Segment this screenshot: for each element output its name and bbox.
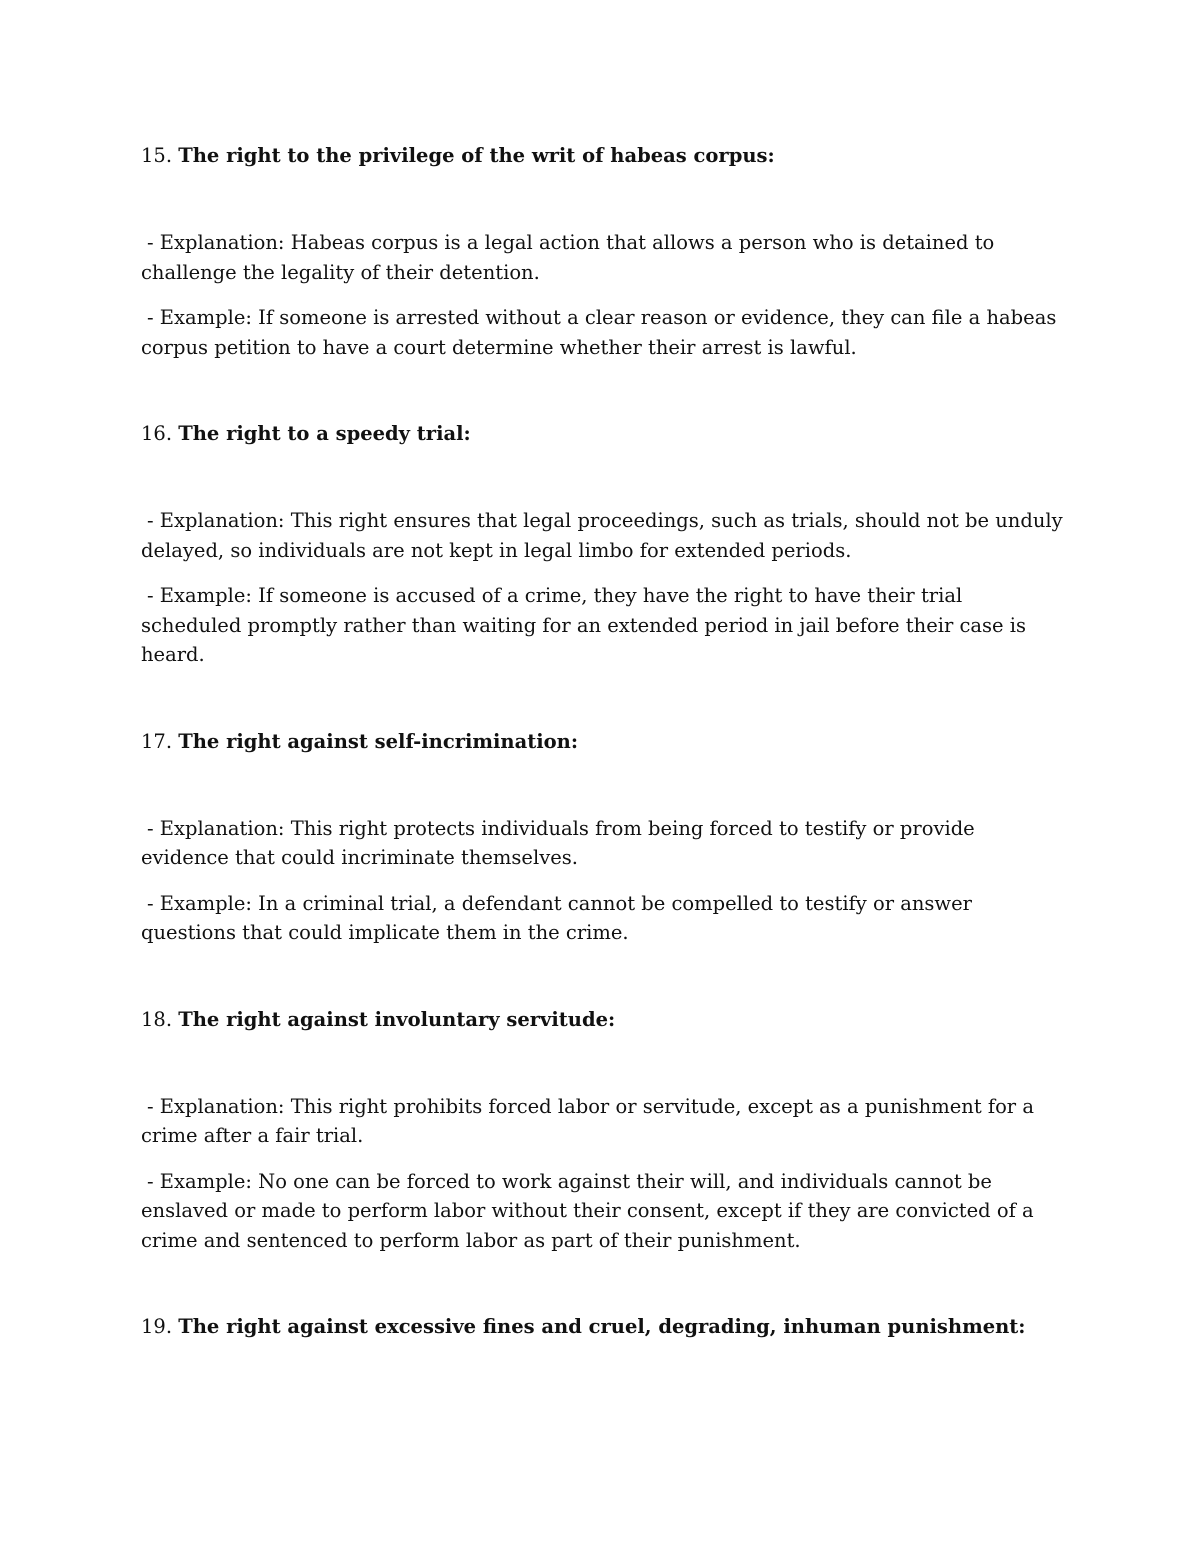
section-title: The right against excessive fines and cruel, degrading, inhuman punishment: <box>178 1315 1026 1338</box>
section-title: The right against self-incrimination: <box>178 729 579 753</box>
section-heading <box>141 1004 1066 1036</box>
section-16 <box>141 418 1066 670</box>
section-number: 19. <box>141 1315 173 1338</box>
example-paragraph <box>141 1167 1066 1256</box>
explanation-paragraph <box>141 1092 1066 1151</box>
section-number: 17. <box>141 729 173 753</box>
section-heading <box>141 418 1066 450</box>
section-heading <box>141 1311 1066 1343</box>
example-text: - Example: In a criminal trial, a defendant cannot be compelled to testify or answer questions that could implicate them in the crime. <box>141 891 972 944</box>
section-17 <box>141 726 1066 948</box>
section-number: 18. <box>141 1007 173 1031</box>
section-number: 15. <box>141 144 173 167</box>
example-text: - Example: If someone is arrested without a clear reason or evidence, they can file a habeas corpus petition to have a court determine whether their arrest is lawful. <box>141 306 1057 359</box>
example-text: - Example: No one can be forced to work against their will, and individuals cannot be enslaved or made to perform labor without their consent, except if they are convicted of a crime and sentenced to perform labor as part of their punishment. <box>141 1169 1034 1252</box>
section-title: The right to the privilege of the writ of habeas corpus: <box>178 144 775 167</box>
section-heading <box>141 726 1066 758</box>
section-title: The right against involuntary servitude: <box>178 1007 616 1031</box>
explanation-text: - Explanation: This right prohibits forced labor or servitude, except as a punishment for a crime after a fair trial. <box>141 1094 1034 1147</box>
explanation-paragraph <box>141 814 1066 873</box>
section-19 <box>141 1311 1066 1343</box>
explanation-paragraph <box>141 506 1066 565</box>
example-paragraph <box>141 303 1066 362</box>
section-title: The right to a speedy trial: <box>178 422 471 445</box>
section-heading <box>141 140 1066 172</box>
explanation-paragraph <box>141 228 1066 287</box>
document-body <box>141 140 1066 1343</box>
explanation-text: - Explanation: This right ensures that legal proceedings, such as trials, should not be unduly delayed, so individuals are not kept in legal limbo for extended periods. <box>141 509 1063 562</box>
example-paragraph <box>141 581 1066 670</box>
section-15 <box>141 140 1066 362</box>
example-paragraph <box>141 889 1066 948</box>
explanation-text: - Explanation: This right protects individuals from being forced to testify or provide evidence that could incriminate themselves. <box>141 816 975 869</box>
section-number: 16. <box>141 422 173 445</box>
explanation-text: - Explanation: Habeas corpus is a legal action that allows a person who is detained to challenge the legality of their detention. <box>141 231 995 284</box>
section-18 <box>141 1004 1066 1256</box>
example-text: - Example: If someone is accused of a crime, they have the right to have their trial scheduled promptly rather than waiting for an extended period in jail before their case is heard. <box>141 584 1027 666</box>
